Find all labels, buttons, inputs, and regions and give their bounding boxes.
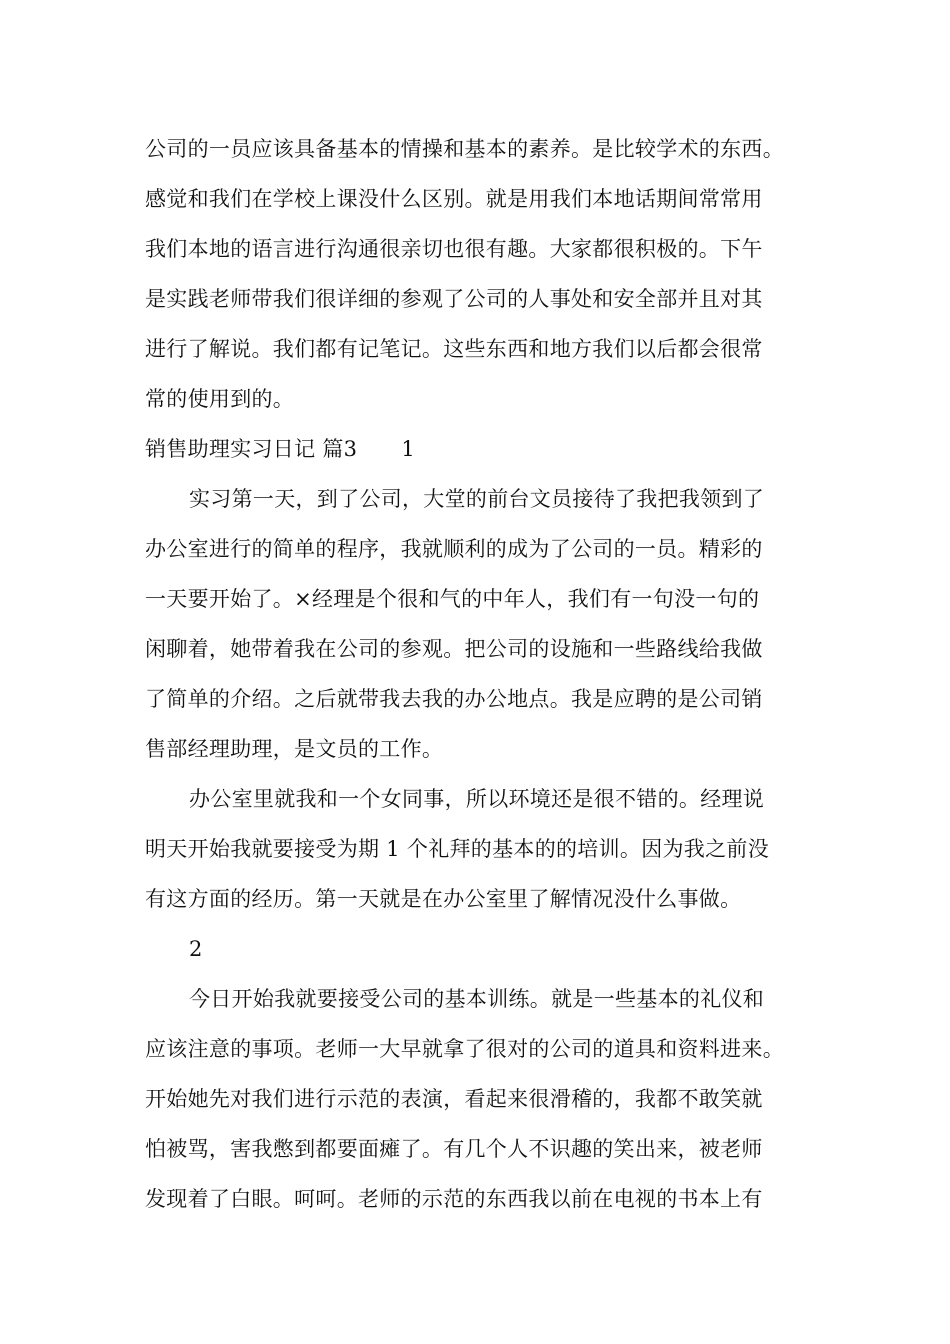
text-line: 了简单的介绍。之后就带我去我的办公地点。我是应聘的是公司销 (145, 687, 763, 711)
text-line: 是实践老师带我们很详细的参观了公司的人事处和安全部并且对其 (145, 287, 763, 311)
text-line: 感觉和我们在学校上课没什么区别。就是用我们本地话期间常常用 (145, 187, 763, 211)
text-line: 今日开始我就要接受公司的基本训练。就是一些基本的礼仪和 (189, 987, 765, 1011)
text-line: 一天要开始了。×经理是个很和气的中年人，我们有一句没一句的 (145, 587, 760, 611)
entry-number: 1 (401, 437, 416, 461)
text-line: 办公室里就我和一个女同事，所以环境还是很不错的。经理说 (189, 787, 765, 811)
text-line: 发现着了白眼。呵呵。老师的示范的东西我以前在电视的书本上有 (145, 1187, 763, 1211)
text-line: 公司的一员应该具备基本的情操和基本的素养。是比较学术的东西。 (145, 137, 784, 161)
text-line: 应该注意的事项。老师一大早就拿了很对的公司的道具和资料进来。 (145, 1037, 784, 1061)
text-line: 怕被骂，害我憋到都要面瘫了。有几个人不识趣的笑出来，被老师 (145, 1137, 763, 1161)
section-heading (145, 434, 415, 464)
text-line: 实习第一天，到了公司，大堂的前台文员接待了我把我领到了 (189, 487, 765, 511)
text-line: 明天开始我就要接受为期 1 个礼拜的基本的的培训。因为我之前没 (145, 837, 770, 861)
entry-number: 2 (189, 937, 203, 961)
text-line: 我们本地的语言进行沟通很亲切也很有趣。大家都很积极的。下午 (145, 237, 763, 261)
section-heading-title: 销售助理实习日记 篇3 (145, 437, 358, 461)
text-line: 有这方面的经历。第一天就是在办公室里了解情况没什么事做。 (145, 887, 742, 911)
text-line: 开始她先对我们进行示范的表演，看起来很滑稽的，我都不敢笑就 (145, 1087, 763, 1111)
text-line: 办公室进行的简单的程序，我就顺利的成为了公司的一员。精彩的 (145, 537, 763, 561)
text-line: 闲聊着，她带着我在公司的参观。把公司的设施和一些路线给我做 (145, 637, 763, 661)
text-line: 售部经理助理，是文员的工作。 (145, 737, 444, 761)
text-line: 常的使用到的。 (145, 387, 295, 411)
text-line: 进行了解说。我们都有记笔记。这些东西和地方我们以后都会很常 (145, 337, 763, 361)
